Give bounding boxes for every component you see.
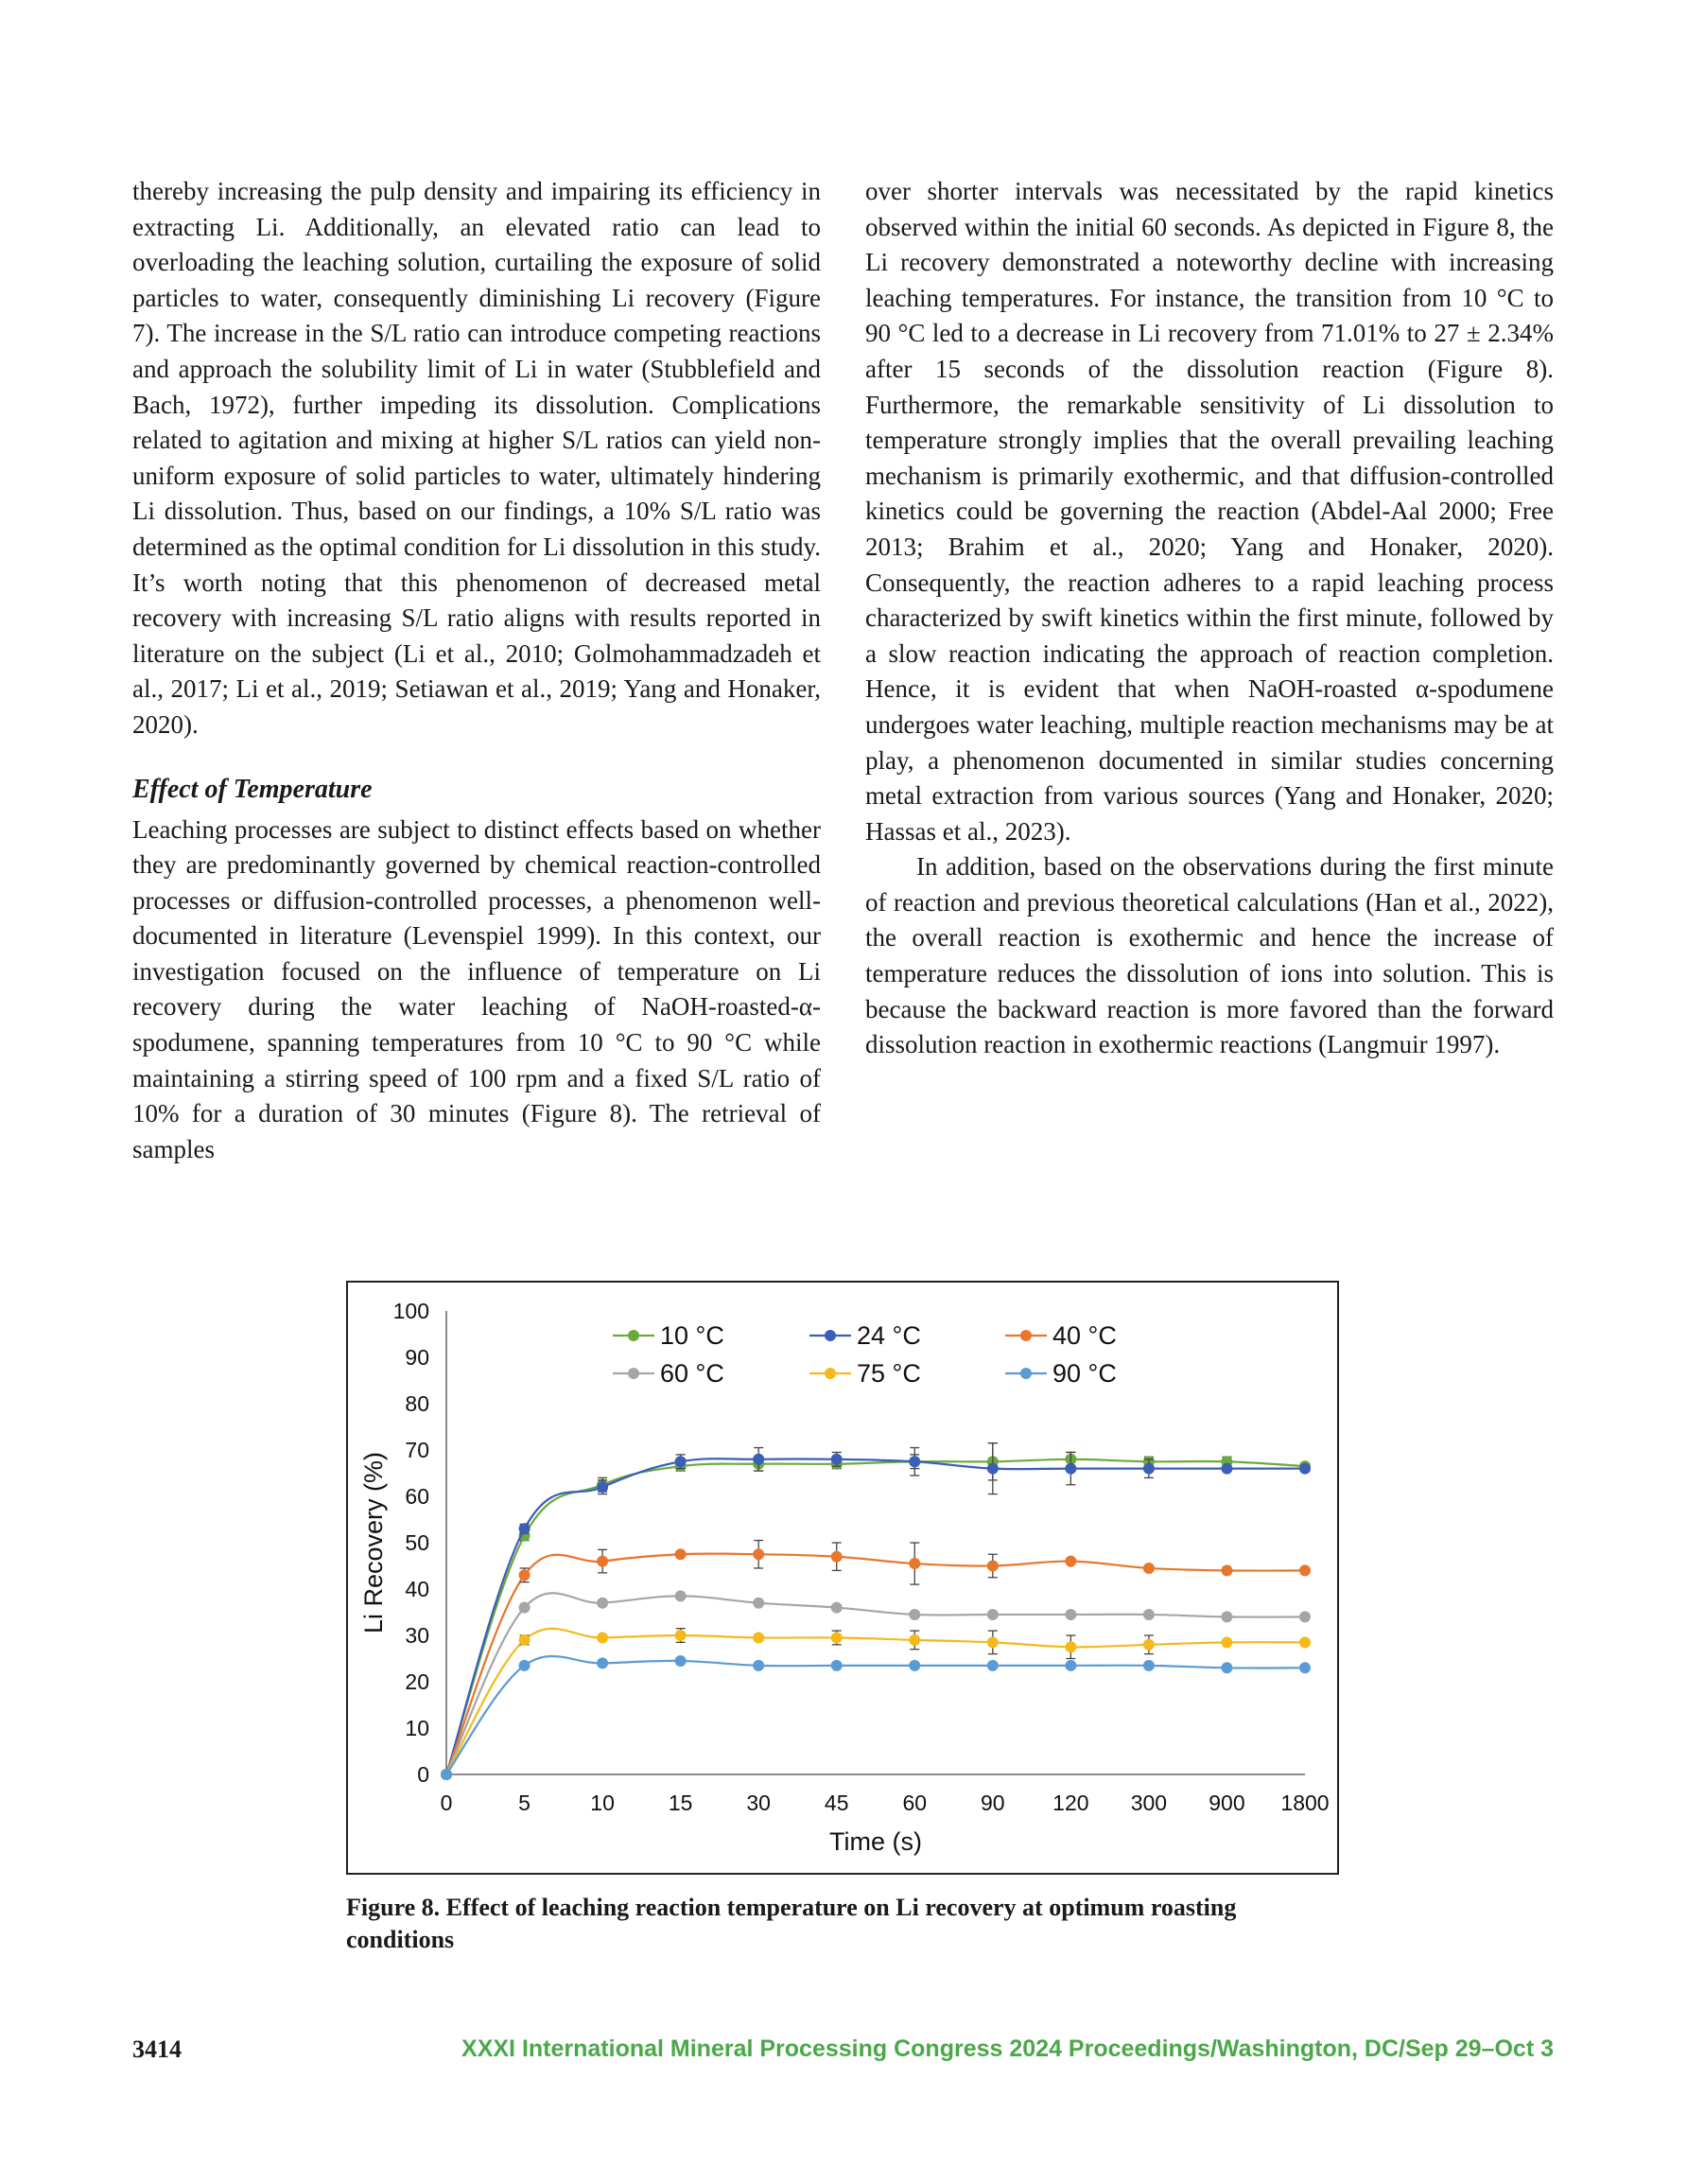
paragraph: over shorter intervals was necessitated by the rapid kinetics observed within the initial 60 seconds. As depicted in Figure 8, the Li recovery demonstrated a noteworthy decline with increasing leaching temperatures. For instance, the transition from 10 °C to 90 °C led to a decrease in Li recovery from 71.01% to 27 ± 2.34% after 15 seconds of the dissolution reaction (Figure 8). Furthermore, the remarkable sensitivity of Li dissolution to temperature strongly implies that the overall prevailing leaching mechanism is primarily exothermic, and that diffusion-controlled kinetics could be governing the reaction (Abdel-Aal 2000; Free 2013; Brahim et al., 2020; Yang and Honaker, 2020). Consequently, the reaction adheres to a rapid leaching process characterized by swift kinetics within the first minute, followed by a slow reaction indicating the approach of reaction completion. Hence, it is evident that when NaOH-roasted α-spodumene undergoes water leaching, multiple reaction mechanisms may be at play, a phenomenon documented in similar studies concerning metal extraction from various sources (Yang and Honaker, 2020; Hassas et al., 2023). (865, 177, 1554, 846)
legend-label: 60 °C (660, 1359, 724, 1388)
data-point (831, 1632, 843, 1643)
x-tick-label: 120 (1052, 1791, 1089, 1815)
paragraph: thereby increasing the pulp density and impairing its efficiency in extracting Li. Additionally, an elevated ratio can lead to overloading the leaching solution, curtailing the exposure of solid particles to water, consequently diminishing Li recovery (Figure 7). The increase in the S/L ratio can introduce competing reactions and approach the solubility limit of Li in water (Stubblefield and Bach, 1972), further impeding its dissolution. Complications related to agitation and mixing at higher S/L ratios can yield non-uniform exposure of solid particles to water, ultimately hindering Li dissolution. Thus, based on our findings, a 10% S/L ratio was determined as the optimal condition for Li dissolution in this study. It’s worth noting that this phenomenon of decreased metal recovery with increasing S/L ratio aligns with results reported in literature on the subject (Li et al., 2010; Golmohammadzadeh et al., 2017; Li et al., 2019; Setiawan et al., 2019; Yang and Honaker, 2020). (132, 177, 821, 739)
legend-swatch-marker (1020, 1330, 1032, 1341)
conference-footer: XXXI International Mineral Processing Congress 2024 Proceedings/Washington, DC/Sep 29–Oct 3 (461, 2035, 1554, 2062)
data-point (831, 1602, 843, 1614)
data-point (519, 1634, 530, 1646)
data-point (987, 1636, 999, 1648)
data-point (1299, 1636, 1311, 1648)
series-line (446, 1656, 1305, 1774)
x-tick-label: 300 (1130, 1791, 1168, 1815)
data-point (1143, 1639, 1155, 1651)
figure-8-chart (346, 1281, 1339, 1875)
x-tick-label: 45 (824, 1791, 849, 1815)
legend-label: 75 °C (857, 1359, 921, 1388)
series-line (446, 1554, 1305, 1774)
x-tick-label: 10 (590, 1791, 615, 1815)
x-axis-title: Time (s) (829, 1827, 922, 1856)
paragraph: In addition, based on the observations during the first minute of reaction and previous theoretical calculations (Han et al., 2022), the overall reaction is exothermic and hence the increase of temperature reduces the dissolution of ions into solution. This is because the backward reaction is more favored than the forward dissolution reaction in exothermic reactions (Langmuir 1997). (865, 852, 1554, 1059)
data-point (1299, 1564, 1311, 1576)
legend-swatch-marker (1020, 1368, 1032, 1379)
legend-swatch-marker (825, 1330, 836, 1341)
y-tick-label: 30 (405, 1623, 429, 1648)
data-point (597, 1657, 608, 1669)
data-point (597, 1598, 608, 1609)
legend-label: 24 °C (857, 1321, 921, 1350)
data-point (1143, 1463, 1155, 1475)
data-point (909, 1660, 920, 1671)
data-point (909, 1456, 920, 1467)
data-point (441, 1769, 452, 1780)
data-point (1065, 1556, 1076, 1567)
x-tick-label: 1800 (1280, 1791, 1330, 1815)
data-point (675, 1630, 687, 1641)
legend-swatch-marker (628, 1368, 639, 1379)
series-line (446, 1459, 1305, 1774)
data-point (987, 1463, 999, 1475)
x-tick-label: 30 (746, 1791, 771, 1815)
data-point (1143, 1563, 1155, 1574)
data-point (519, 1523, 530, 1534)
legend-label: 90 °C (1052, 1359, 1117, 1388)
left-column (132, 174, 821, 1167)
y-tick-label: 70 (405, 1438, 429, 1462)
data-point (1221, 1564, 1232, 1576)
y-tick-label: 10 (405, 1716, 429, 1740)
x-tick-label: 900 (1209, 1791, 1245, 1815)
data-point (987, 1561, 999, 1572)
data-point (753, 1598, 764, 1609)
data-point (753, 1632, 764, 1643)
x-tick-label: 60 (902, 1791, 928, 1815)
line-chart (348, 1283, 1337, 1873)
y-axis-title: Li Recovery (%) (359, 1451, 388, 1634)
y-tick-label: 40 (405, 1577, 429, 1601)
data-point (987, 1609, 999, 1620)
series-line (446, 1459, 1305, 1774)
figure-caption: Figure 8. Effect of leaching reaction temperature on Li recovery at optimum roasting conditions (346, 1894, 1237, 1953)
data-point (675, 1456, 687, 1467)
data-point (1143, 1609, 1155, 1620)
data-point (753, 1660, 764, 1671)
data-point (831, 1551, 843, 1563)
right-column (865, 174, 1554, 1063)
data-point (909, 1634, 920, 1646)
data-point (909, 1609, 920, 1620)
x-tick-label: 15 (668, 1791, 693, 1815)
data-point (1221, 1636, 1232, 1648)
data-point (519, 1569, 530, 1581)
data-point (909, 1558, 920, 1569)
legend-label: 40 °C (1052, 1321, 1117, 1350)
data-point (597, 1632, 608, 1643)
data-point (831, 1660, 843, 1671)
data-point (1299, 1662, 1311, 1673)
x-tick-label: 90 (981, 1791, 1005, 1815)
legend-label: 10 °C (660, 1321, 724, 1350)
data-point (597, 1556, 608, 1567)
y-tick-label: 0 (417, 1762, 429, 1787)
data-point (519, 1602, 530, 1614)
section-heading: Effect of Temperature (132, 774, 373, 804)
series-line (446, 1629, 1305, 1774)
data-point (1065, 1660, 1076, 1671)
data-point (519, 1660, 530, 1671)
data-point (1065, 1609, 1076, 1620)
legend-swatch-marker (628, 1330, 639, 1341)
y-tick-label: 100 (392, 1299, 429, 1323)
data-point (675, 1655, 687, 1667)
data-point (1065, 1641, 1076, 1652)
data-point (1221, 1611, 1232, 1622)
data-point (753, 1454, 764, 1465)
data-point (753, 1548, 764, 1560)
data-point (1299, 1611, 1311, 1622)
data-point (987, 1660, 999, 1671)
data-point (1065, 1463, 1076, 1475)
data-point (1299, 1463, 1311, 1475)
series-line (446, 1593, 1305, 1774)
page-number: 3414 (132, 2035, 182, 2063)
data-point (831, 1454, 843, 1465)
y-tick-label: 50 (405, 1530, 429, 1555)
data-point (1143, 1660, 1155, 1671)
paragraph: Leaching processes are subject to distinct effects based on whether they are predominantly governed by chemical reaction-controlled processes or diffusion-controlled processes, a phenomenon well-documented in literature (Levenspiel 1999). In this context, our investigation focused on the influence of temperature on Li recovery during the water leaching of NaOH-roasted-α-spodumene, spanning temperatures from 10 °C to 90 °C while maintaining a stirring speed of 100 rpm and a fixed S/L ratio of 10% for a duration of 30 minutes (Figure 8). The retrieval of samples (132, 814, 821, 1163)
y-tick-label: 20 (405, 1669, 429, 1694)
data-point (1221, 1463, 1232, 1475)
x-tick-label: 5 (518, 1791, 530, 1815)
data-point (675, 1548, 687, 1560)
legend-swatch-marker (825, 1368, 836, 1379)
data-point (1221, 1662, 1232, 1673)
data-point (675, 1590, 687, 1601)
y-tick-label: 80 (405, 1391, 429, 1416)
y-tick-label: 90 (405, 1345, 429, 1370)
data-point (597, 1481, 608, 1493)
x-tick-label: 0 (440, 1791, 453, 1815)
y-tick-label: 60 (405, 1484, 429, 1509)
